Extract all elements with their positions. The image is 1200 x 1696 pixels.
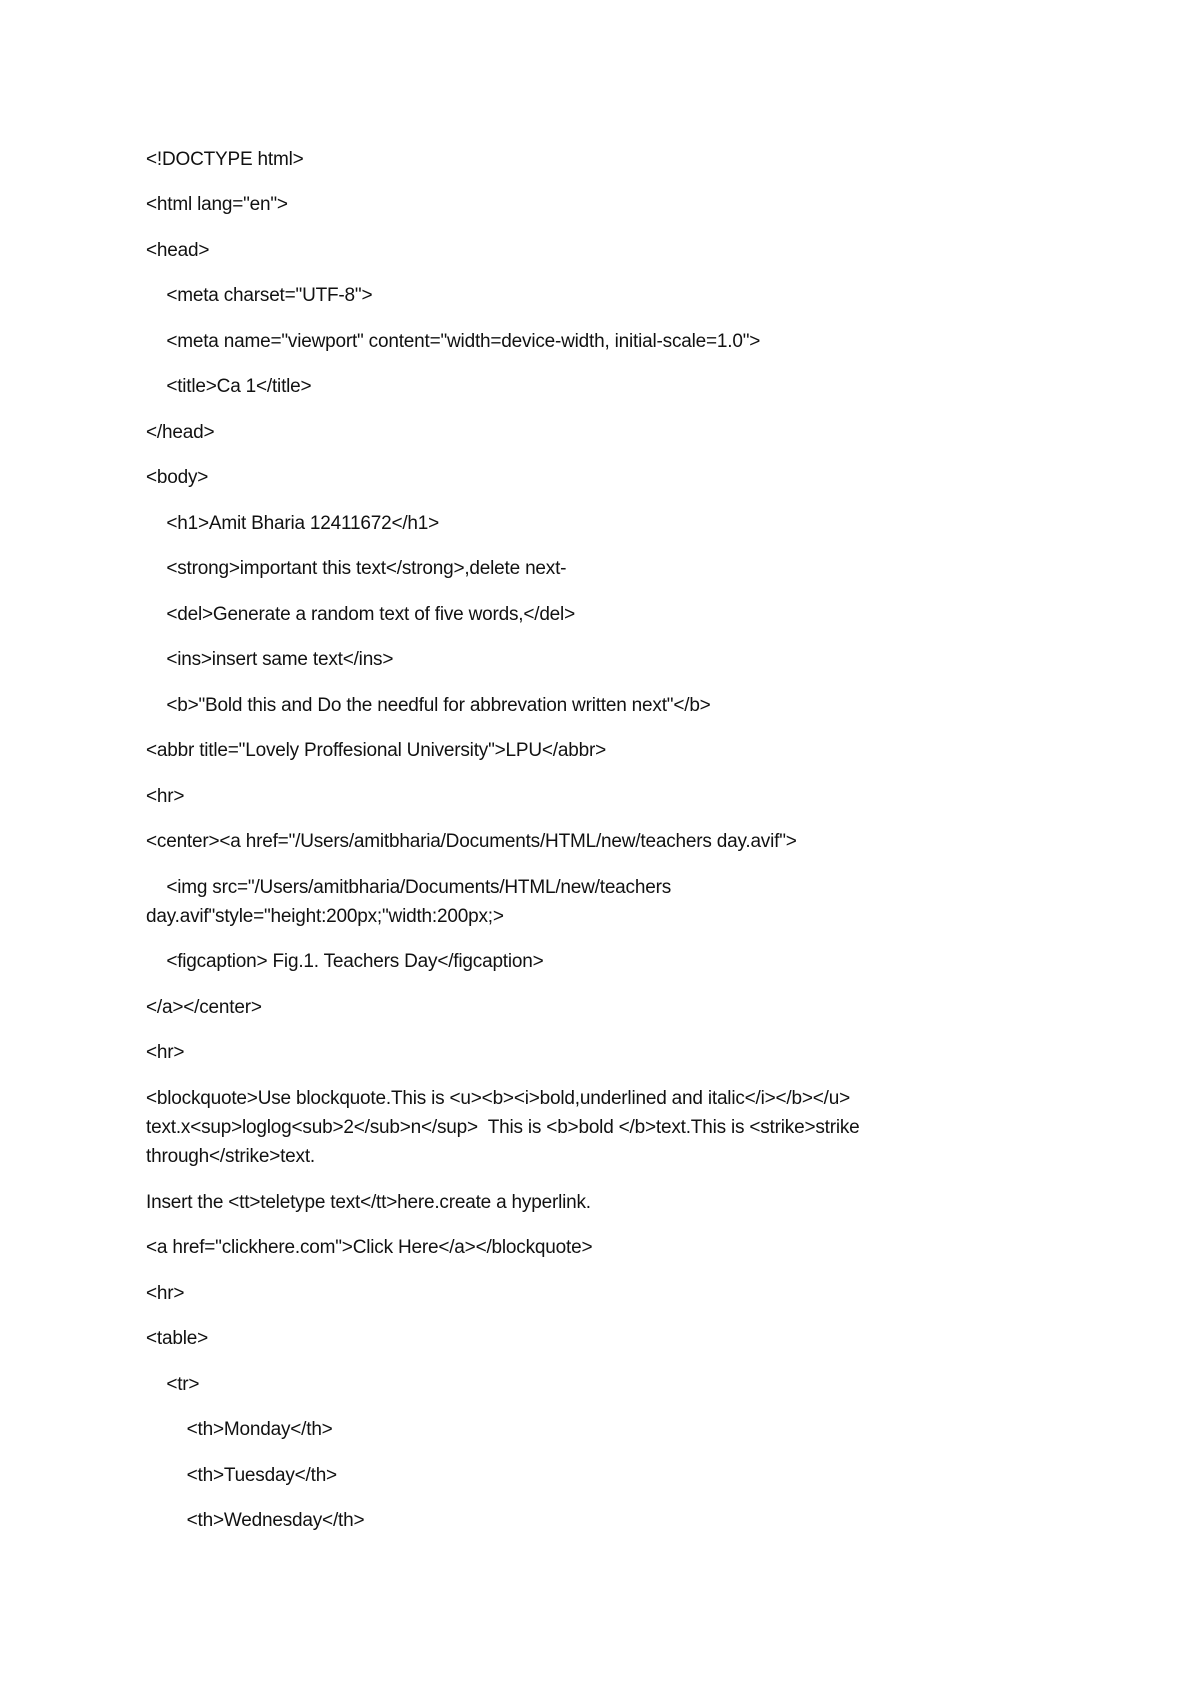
code-line: <html lang="en"> bbox=[146, 194, 288, 215]
code-line: <del>Generate a random text of five words,</del> bbox=[146, 604, 575, 625]
code-line: <figcaption> Fig.1. Teachers Day</figcaption> bbox=[146, 951, 544, 972]
code-line: <center><a href="/Users/amitbharia/Documents/HTML/new/teachers day.avif"> bbox=[146, 831, 797, 852]
code-line: <head> bbox=[146, 240, 210, 261]
code-line: day.avif"style="height:200px;"width:200px;> bbox=[146, 906, 504, 927]
code-line: <b>"Bold this and Do the needful for abbrevation written next"</b> bbox=[146, 695, 711, 716]
code-line: <strong>important this text</strong>,delete next- bbox=[146, 558, 567, 579]
code-line: <tr> bbox=[146, 1374, 200, 1395]
code-line: through</strike>text. bbox=[146, 1146, 316, 1167]
code-line: <hr> bbox=[146, 1042, 185, 1063]
code-line: <ins>insert same text</ins> bbox=[146, 649, 394, 670]
code-line: <meta name="viewport" content="width=device-width, initial-scale=1.0"> bbox=[146, 331, 761, 352]
code-line: Insert the <tt>teletype text</tt>here.create a hyperlink. bbox=[146, 1192, 591, 1213]
code-line: <th>Wednesday</th> bbox=[146, 1510, 365, 1531]
code-line: <hr> bbox=[146, 1283, 185, 1304]
code-line: <!DOCTYPE html> bbox=[146, 149, 304, 170]
code-line: <th>Tuesday</th> bbox=[146, 1465, 337, 1486]
code-line: <a href="clickhere.com">Click Here</a></blockquote> bbox=[146, 1237, 593, 1258]
code-line: <meta charset="UTF-8"> bbox=[146, 285, 373, 306]
code-line: <title>Ca 1</title> bbox=[146, 376, 312, 397]
code-line: <hr> bbox=[146, 786, 185, 807]
code-line: <th>Monday</th> bbox=[146, 1419, 333, 1440]
code-line: text.x<sup>loglog<sub>2</sub>n</sup> This is <b>bold </b>text.This is <strike>strike bbox=[146, 1117, 860, 1138]
code-line: <body> bbox=[146, 467, 209, 488]
code-line: </a></center> bbox=[146, 997, 262, 1018]
code-line: <blockquote>Use blockquote.This is <u><b><i>bold,underlined and italic</i></b></u> bbox=[146, 1088, 851, 1109]
code-line: <table> bbox=[146, 1328, 208, 1349]
code-line: <abbr title="Lovely Proffesional University">LPU</abbr> bbox=[146, 740, 606, 761]
code-line: <img src="/Users/amitbharia/Documents/HTML/new/teachers bbox=[146, 877, 672, 898]
code-line: <h1>Amit Bharia 12411672</h1> bbox=[146, 513, 440, 534]
code-line: </head> bbox=[146, 422, 215, 443]
